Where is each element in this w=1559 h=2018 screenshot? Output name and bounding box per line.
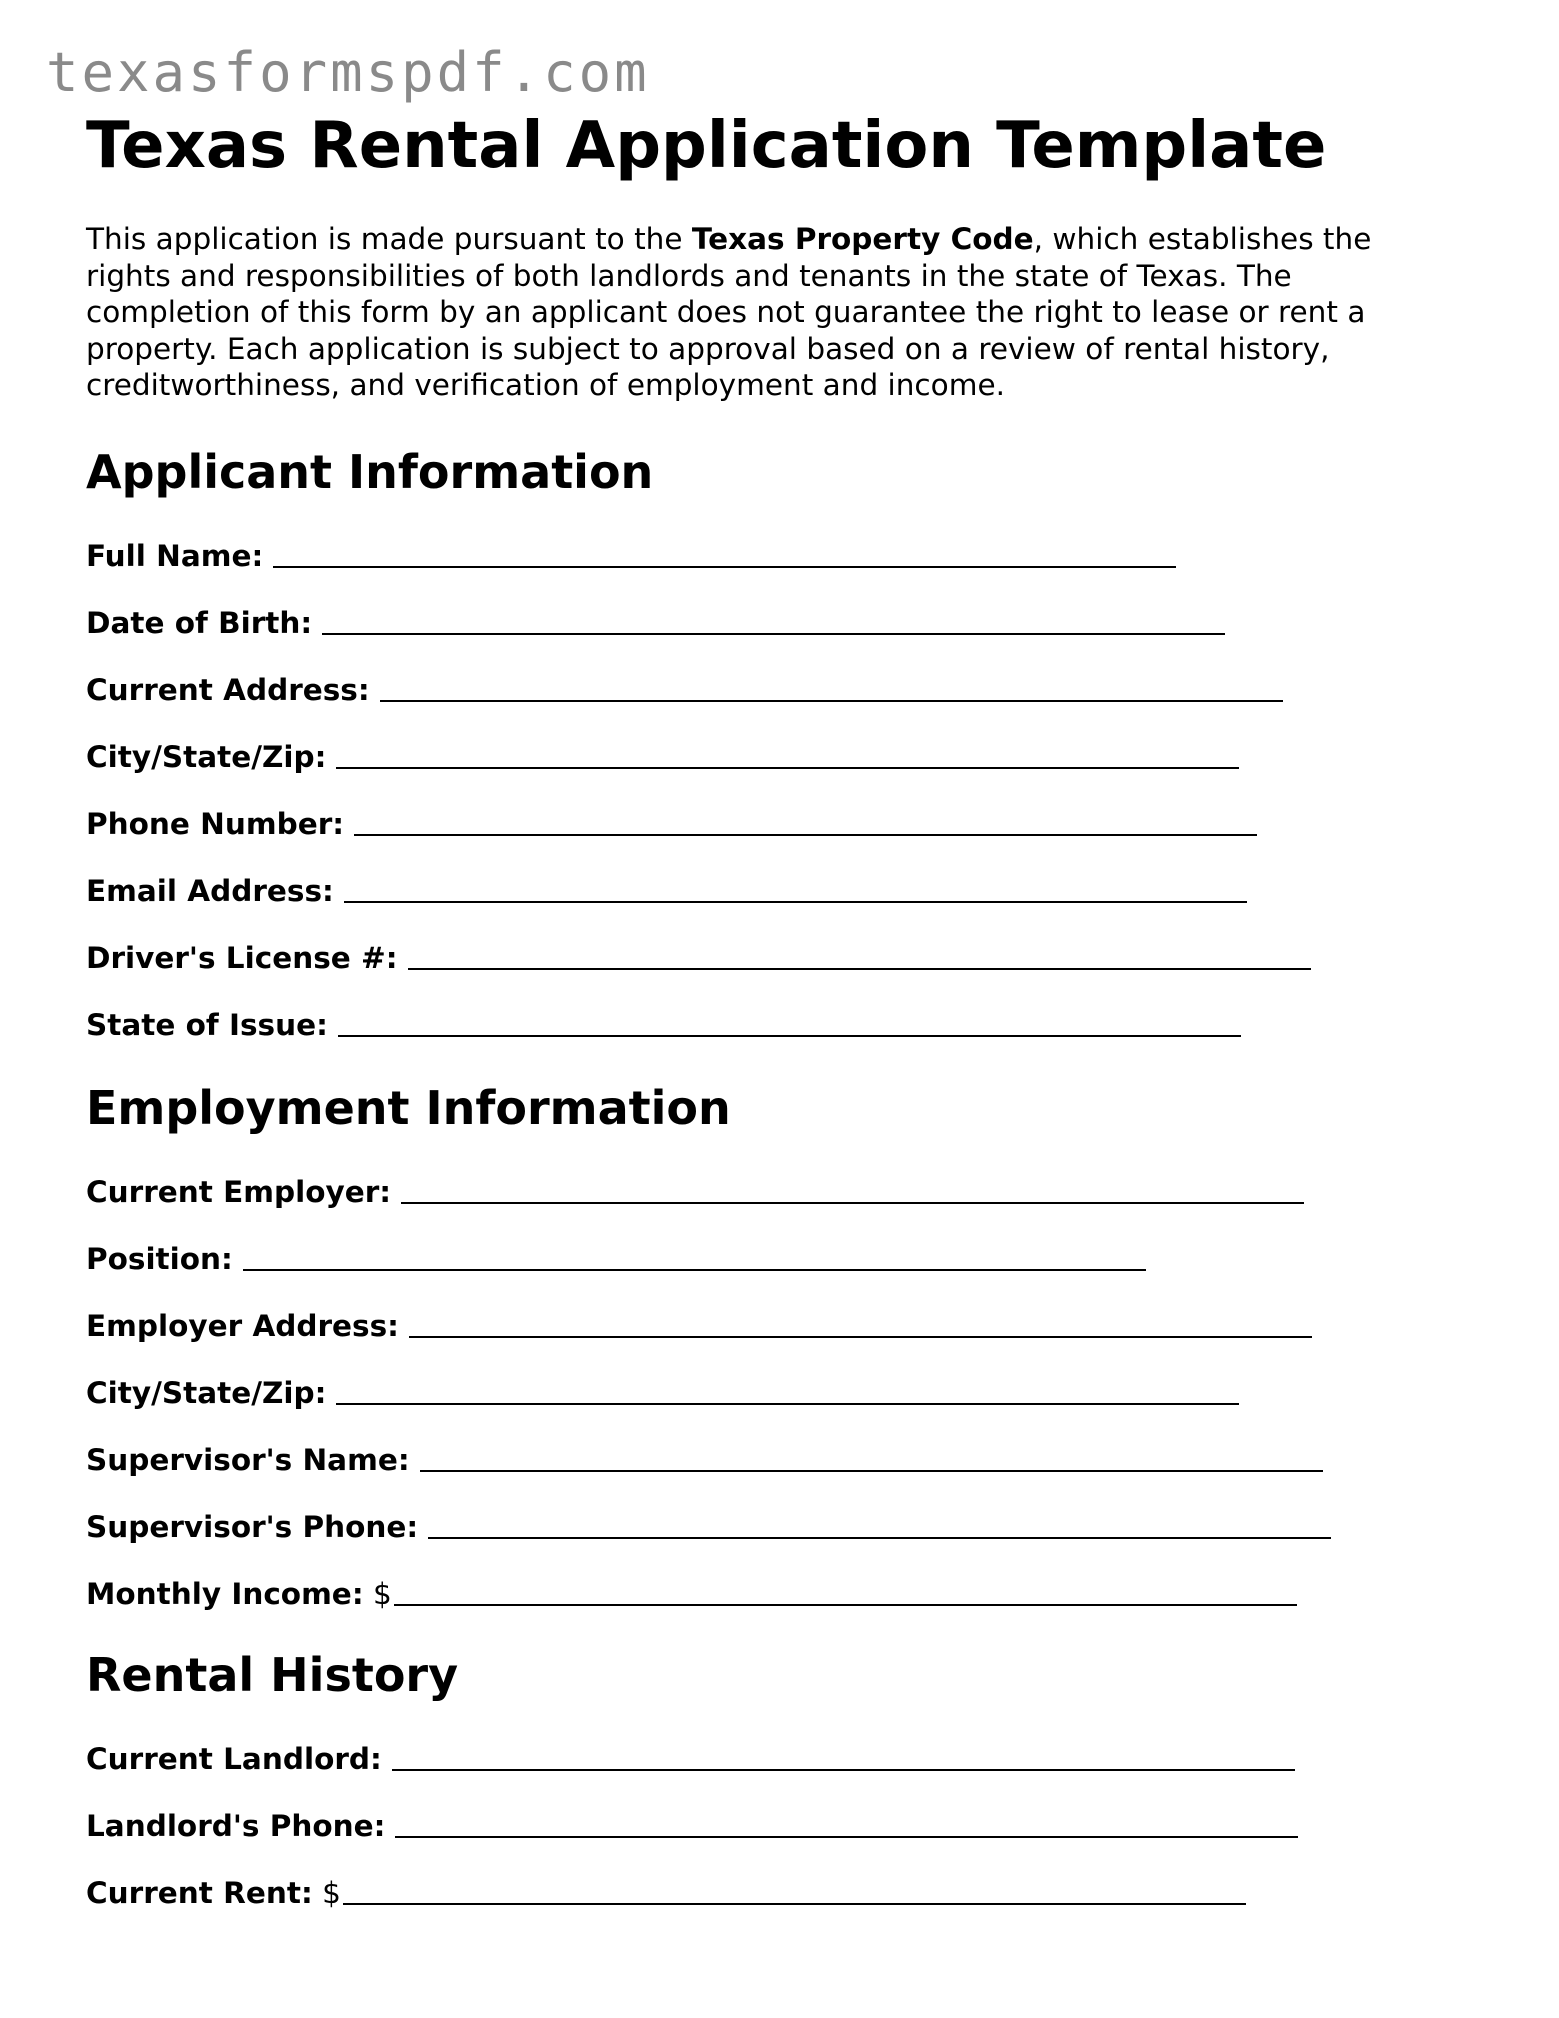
employer-city-state-zip-field xyxy=(86,1373,1239,1413)
currency-prefix: $ xyxy=(373,1577,392,1611)
supervisor-name-field xyxy=(86,1440,1323,1480)
field-label: Current Landlord: xyxy=(86,1742,382,1776)
state-of-issue-input-line[interactable] xyxy=(338,1035,1241,1037)
field-label: State of Issue: xyxy=(86,1008,328,1042)
intro-paragraph xyxy=(86,221,1456,404)
email-address-input-line[interactable] xyxy=(344,901,1247,903)
supervisor-phone-input-line[interactable] xyxy=(428,1537,1331,1539)
field-label: City/State/Zip: xyxy=(86,740,327,774)
employer-city-state-zip-input-line[interactable] xyxy=(336,1403,1239,1405)
landlord-phone-field xyxy=(86,1806,1298,1846)
employer-address-field xyxy=(86,1306,1312,1346)
intro-text-bold: Texas Property Code xyxy=(691,222,1034,256)
current-landlord-input-line[interactable] xyxy=(392,1769,1295,1771)
field-label: Supervisor's Name: xyxy=(86,1443,410,1477)
field-label: Email Address: xyxy=(86,874,334,908)
employment-section-heading: Employment Information xyxy=(86,1081,731,1135)
position-field xyxy=(86,1239,1146,1279)
field-label: Date of Birth: xyxy=(86,606,313,640)
email-address-field xyxy=(86,871,1247,911)
field-label: Employer Address: xyxy=(86,1309,399,1343)
drivers-license-field xyxy=(86,938,1311,978)
drivers-license-input-line[interactable] xyxy=(408,968,1311,970)
date-of-birth-input-line[interactable] xyxy=(322,633,1225,635)
field-label: City/State/Zip: xyxy=(86,1376,327,1410)
current-address-input-line[interactable] xyxy=(380,700,1283,702)
monthly-income-input-line[interactable] xyxy=(394,1604,1297,1606)
landlord-phone-input-line[interactable] xyxy=(395,1836,1298,1838)
city-state-zip-field xyxy=(86,737,1239,777)
phone-number-input-line[interactable] xyxy=(354,834,1257,836)
current-rent-field xyxy=(86,1873,1246,1913)
current-landlord-field xyxy=(86,1739,1295,1779)
state-of-issue-field xyxy=(86,1005,1241,1045)
field-label: Driver's License #: xyxy=(86,941,398,975)
date-of-birth-field xyxy=(86,603,1225,643)
full-name-input-line[interactable] xyxy=(273,566,1176,568)
page-title: Texas Rental Application Template xyxy=(86,109,1327,183)
position-input-line[interactable] xyxy=(243,1269,1146,1271)
phone-number-field xyxy=(86,804,1257,844)
field-label: Phone Number: xyxy=(86,807,345,841)
current-employer-field xyxy=(86,1172,1304,1212)
field-label: Current Rent: xyxy=(86,1876,313,1910)
city-state-zip-input-line[interactable] xyxy=(336,767,1239,769)
field-label: Monthly Income: xyxy=(86,1577,364,1611)
supervisor-name-input-line[interactable] xyxy=(420,1470,1323,1472)
monthly-income-field xyxy=(86,1574,1297,1614)
applicant-section-heading: Applicant Information xyxy=(86,445,654,499)
employer-address-input-line[interactable] xyxy=(409,1336,1312,1338)
rental-section-heading: Rental History xyxy=(86,1648,459,1702)
currency-prefix: $ xyxy=(322,1876,341,1910)
field-label: Current Employer: xyxy=(86,1175,392,1209)
supervisor-phone-field xyxy=(86,1507,1331,1547)
current-employer-input-line[interactable] xyxy=(401,1202,1304,1204)
current-rent-input-line[interactable] xyxy=(343,1903,1246,1905)
full-name-field xyxy=(86,536,1176,576)
field-label: Landlord's Phone: xyxy=(86,1809,386,1843)
watermark: texasformspdf.com xyxy=(46,41,650,104)
field-label: Supervisor's Phone: xyxy=(86,1510,419,1544)
intro-text-after: , which establishes the rights and responsibilities of both landlords and tenants in the state of Texas. The completion of this form by an applicant does not guarantee the right to lease or rent a property. Each application is subject to approval based on a review of rental history, creditworthiness, and verification of employment and income. xyxy=(86,222,1372,402)
field-label: Current Address: xyxy=(86,673,370,707)
field-label: Position: xyxy=(86,1242,233,1276)
intro-text-before: This application is made pursuant to the xyxy=(86,222,692,256)
field-label: Full Name: xyxy=(86,539,264,573)
current-address-field xyxy=(86,670,1283,710)
